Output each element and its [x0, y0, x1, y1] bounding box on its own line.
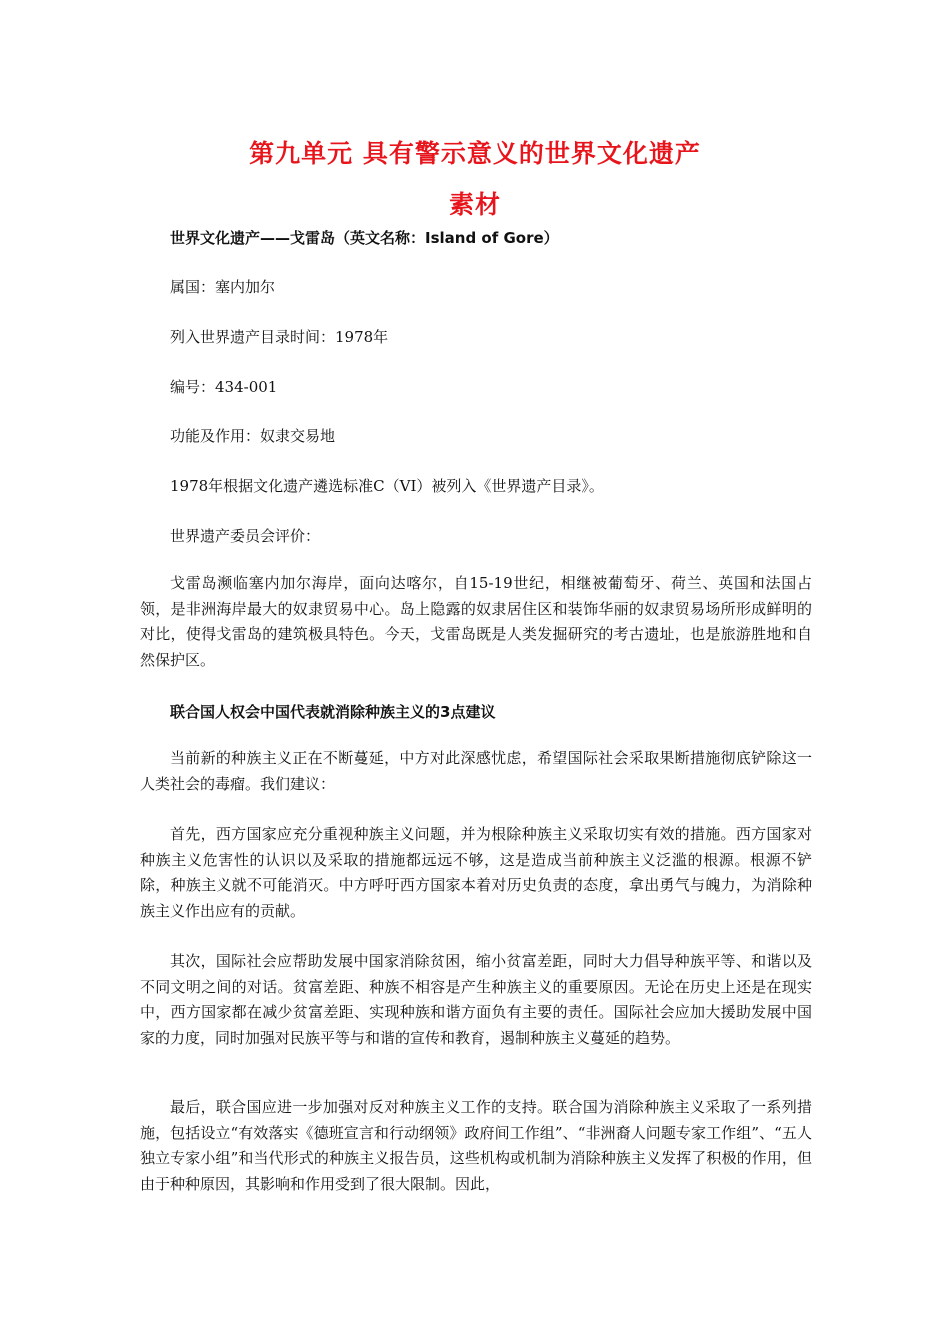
- last-paragraph: 最后，联合国应进一步加强对反对种族主义工作的支持。联合国为消除种族主义采取了一系列措施，包括设立“有效落实《德班宣言和行动纲领》政府间工作组”、“非洲裔人问题专家工作组”、“五人独立专家小组”和当代形式的种族主义报告员，这些机构或机制为消除种族主义发挥了积极的作用，但由于种种原因，其影响和作用受到了很大限制。因此，: [140, 1098, 812, 1193]
- committee-evaluation-label: 世界遗产委员会评价：: [170, 527, 321, 545]
- country-line: 属国：塞内加尔: [170, 278, 276, 296]
- document-subtitle: 素材: [448, 190, 501, 219]
- second-paragraph: 其次，国际社会应帮助发展中国家消除贫困，缩小贫富差距，同时大力倡导种族平等、和谐以及不同文明之间的对话。贫富差距、种族不相容是产生种族主义的重要原因。无论在历史上还是在现实中，西方国家都在减少贫富差距、实现种族和谐方面负有主要的责任。国际社会应加大援助发展中国家的力度，同时加强对民族平等与和谐的宣传和教育，遏制种族主义蔓延的趋势。: [140, 952, 812, 1047]
- function-line: 功能及作用：奴隶交易地: [170, 427, 336, 445]
- first-paragraph: 首先，西方国家应充分重视种族主义问题，并为根除种族主义采取切实有效的措施。西方国家对种族主义危害性的认识以及采取的措施都远远不够，这是造成当前种族主义泛滥的根源。根源不铲除，种族主义就不可能消灭。中方呼吁西方国家本着对历史负责的态度，拿出勇气与魄力，为消除种族主义作出应有的贡献。: [140, 825, 812, 920]
- number-line: 编号：434-001: [170, 378, 278, 396]
- gore-paragraph: 戈雷岛濒临塞内加尔海岸，面向达喀尔，自15-19世纪，相继被葡萄牙、荷兰、英国和法国占领，是非洲海岸最大的奴隶贸易中心。岛上隐露的奴隶居住区和装饰华丽的奴隶贸易场所形成鲜明的对比，使得戈雷岛的建筑极具特色。今天，戈雷岛既是人类发掘研究的考古遗址，也是旅游胜地和自然保护区。: [140, 574, 812, 669]
- gore-heading: 世界文化遗产——戈雷岛（英文名称：Island of Gore）: [170, 229, 559, 247]
- listed-time-line: 列入世界遗产目录时间：1978年: [170, 328, 389, 346]
- document-title: 第九单元 具有警示意义的世界文化遗产: [249, 139, 701, 168]
- un-heading: 联合国人权会中国代表就消除种族主义的3点建议: [170, 703, 496, 721]
- criteria-line: 1978年根据文化遗产遴选标准C（VI）被列入《世界遗产目录》。: [170, 477, 604, 495]
- intro-paragraph: 当前新的种族主义正在不断蔓延，中方对此深感忧虑，希望国际社会采取果断措施彻底铲除这一人类社会的毒瘤。我们建议：: [140, 749, 812, 793]
